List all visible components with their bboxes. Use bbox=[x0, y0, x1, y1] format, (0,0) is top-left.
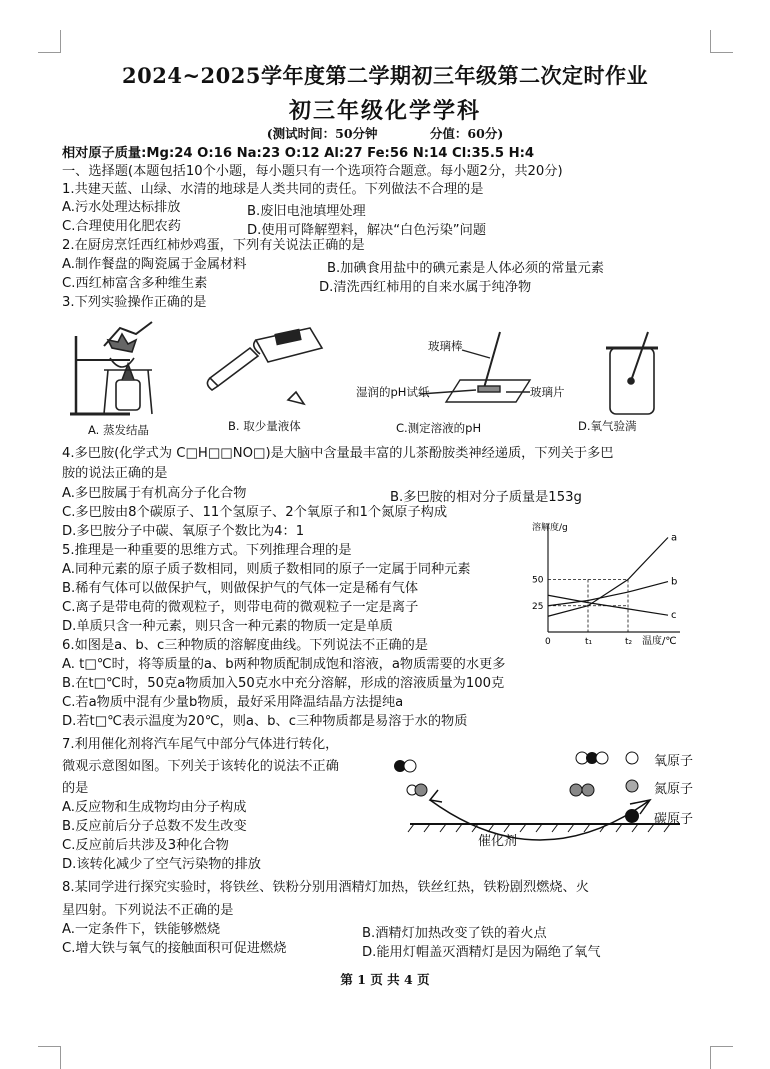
q1-option-b: B.废旧电池填埋处理 bbox=[247, 204, 366, 219]
catalyst-label: 催化剂 bbox=[478, 834, 518, 849]
q6-option-b: B.在t□℃时，50克a物质加入50克水中充分溶解，形成的溶液质量为100克 bbox=[62, 676, 505, 691]
section-heading: 一、选择题(本题包括10个小题，每小题只有一个选项符合题意。每小题2分，共20分) bbox=[62, 164, 563, 179]
q7-option-d: D.该转化减少了空气污染物的排放 bbox=[62, 857, 261, 872]
q2-option-b: B.加碘食用盐中的碘元素是人体必须的常量元素 bbox=[327, 261, 604, 276]
q6-option-d: D.若t□℃表示温度为20℃，则a、b、c三种物质都是易溶于水的物质 bbox=[62, 714, 468, 729]
product-molecules bbox=[570, 752, 608, 796]
q2-stem: 2.在厨房烹饪西红柿炒鸡蛋，下列有关说法正确的是 bbox=[62, 238, 365, 253]
q7-option-b: B.反应前后分子总数不发生改变 bbox=[62, 819, 247, 834]
q4-option-d: D.多巴胺分子中碳、氧原子个数比为4：1 bbox=[62, 524, 305, 539]
reactant-molecules bbox=[394, 760, 427, 796]
q7-stem-line1: 7.利用催化剂将汽车尾气中部分气体进行转化， bbox=[62, 737, 339, 752]
legend-carbon: 碳原子 bbox=[654, 812, 694, 827]
legend-oxygen: 氧原子 bbox=[654, 754, 694, 769]
label-glass-rod: 玻璃棒 bbox=[428, 339, 463, 353]
q2-option-c: C.西红柿富含多种维生素 bbox=[62, 276, 208, 291]
q8-stem-line2: 星四射。下列说法不正确的是 bbox=[62, 903, 234, 918]
subject-title: 初三年级化学学科 bbox=[288, 98, 481, 124]
label-glass-plate: 玻璃片 bbox=[530, 385, 565, 399]
evaporation-apparatus bbox=[70, 322, 152, 414]
crop-mark bbox=[710, 30, 733, 53]
caption-a: A. 蒸发结晶 bbox=[88, 423, 149, 437]
x-tick-label: 0 bbox=[545, 637, 551, 647]
q8-option-a: A.一定条件下，铁能够燃烧 bbox=[62, 922, 221, 937]
series-line-b bbox=[548, 582, 668, 606]
exam-meta bbox=[0, 124, 770, 142]
q1-option-a: A.污水处理达标排放 bbox=[62, 200, 181, 215]
q8-option-d: D.能用灯帽盖灭酒精灯是因为隔绝了氧气 bbox=[362, 945, 601, 960]
q4-option-c: C.多巴胺由8个碳原子、11个氢原子、2个氧原子和1个氮原子构成 bbox=[62, 505, 448, 520]
q5-stem: 5.推理是一种重要的思维方式。下列推理合理的是 bbox=[62, 543, 352, 558]
q7-option-a: A.反应物和生成物均由分子构成 bbox=[62, 800, 247, 815]
y-tick-label: 25 bbox=[532, 601, 544, 612]
q6-stem: 6.如图是a、b、c三种物质的溶解度曲线。下列说法不正确的是 bbox=[62, 638, 428, 653]
q4-option-b: B.多巴胺的相对分子质量是153g bbox=[390, 490, 582, 505]
q3-figures bbox=[60, 318, 670, 438]
q6-option-a: A. t□℃时，将等质量的a、b两种物质配制成饱和溶液，a物质需要的水更多 bbox=[62, 657, 506, 672]
q1-option-d: D.使用可降解塑料，解决“白色污染”问题 bbox=[247, 223, 487, 238]
chart-ylabel: 溶解度/g bbox=[532, 523, 568, 533]
page-footer: 第 1 页 共 4 页 bbox=[340, 972, 430, 987]
q2-option-d: D.清洗西红柿用的自来水属于纯净物 bbox=[319, 280, 532, 295]
q3-stem: 3.下列实验操作正确的是 bbox=[62, 295, 207, 310]
q5-option-d: D.单质只含一种元素，则只含一种元素的物质一定是单质 bbox=[62, 619, 393, 634]
q2-option-a: A.制作餐盘的陶瓷属于金属材料 bbox=[62, 257, 247, 272]
q1-stem: 1.共建天蓝、山绿、水清的地球是人类共同的责任。下列做法不合理的是 bbox=[62, 182, 484, 197]
caption-d: D.氧气验满 bbox=[578, 419, 637, 433]
q5-option-b: B.稀有气体可以做保护气，则做保护气的气体一定是稀有气体 bbox=[62, 581, 419, 596]
q5-option-a: A.同种元素的原子质子数相同，则质子数相同的原子一定属于同种元素 bbox=[62, 562, 471, 577]
series-line-a bbox=[548, 538, 668, 617]
label-ph-paper: 湿润的pH试纸 bbox=[356, 385, 430, 399]
legend-nitrogen: 氮原子 bbox=[654, 782, 694, 797]
q4-option-a: A.多巴胺属于有机高分子化合物 bbox=[62, 486, 247, 501]
solubility-chart bbox=[530, 520, 690, 650]
series-label-b: b bbox=[671, 576, 678, 588]
q7-stem-line2: 微观示意图如图。下列关于该转化的说法不正确 bbox=[62, 759, 339, 774]
x-tick-label: t₁ bbox=[585, 637, 593, 647]
series-line-c bbox=[548, 595, 668, 615]
chart-xlabel: 温度/℃ bbox=[642, 636, 677, 647]
q1-option-c: C.合理使用化肥农药 bbox=[62, 219, 181, 234]
crop-mark bbox=[38, 30, 61, 53]
caption-b: B. 取少量液体 bbox=[228, 419, 301, 433]
series-label-c: c bbox=[671, 610, 677, 622]
caption-c: C.测定溶液的pH bbox=[396, 421, 482, 435]
q8-option-c: C.增大铁与氧气的接触面积可促进燃烧 bbox=[62, 941, 287, 956]
q4-stem-line1: 4.多巴胺(化学式为 C□H□□NO□)是大脑中含量最丰富的儿茶酚胺类神经递质，下列关于多巴 bbox=[62, 446, 614, 461]
q8-stem-line1: 8.某同学进行探究实验时，将铁丝、铁粉分别用酒精灯加热，铁丝红热，铁粉剧烈燃烧、火 bbox=[62, 880, 589, 895]
oxygen-test-apparatus bbox=[606, 332, 658, 414]
q6-option-c: C.若a物质中混有少量b物质，最好采用降温结晶方法提纯a bbox=[62, 695, 404, 710]
pouring-apparatus bbox=[207, 328, 322, 404]
series-label-a: a bbox=[671, 532, 678, 544]
q5-option-c: C.离子是带电荷的微观粒子，则带电荷的微观粒子一定是离子 bbox=[62, 600, 419, 615]
x-tick-label: t₂ bbox=[625, 637, 633, 647]
q7-option-c: C.反应前后共涉及3种化合物 bbox=[62, 838, 229, 853]
q7-stem-line3: 的是 bbox=[62, 781, 89, 796]
q4-stem-line2: 胺的说法正确的是 bbox=[62, 466, 168, 481]
exam-time: (测试时间：50分钟 bbox=[266, 126, 378, 141]
exam-score: 分值：60分) bbox=[429, 126, 504, 141]
exam-title: 2024~2025学年度第二学期初三年级第二次定时作业 bbox=[122, 63, 648, 88]
legend-symbols bbox=[625, 752, 639, 823]
q8-option-b: B.酒精灯加热改变了铁的着火点 bbox=[362, 926, 547, 941]
y-tick-label: 50 bbox=[532, 575, 544, 586]
atomic-masses: 相对原子质量:Mg:24 O:16 Na:23 O:12 Al:27 Fe:56 N:14 Cl:35.5 H:4 bbox=[62, 146, 535, 161]
